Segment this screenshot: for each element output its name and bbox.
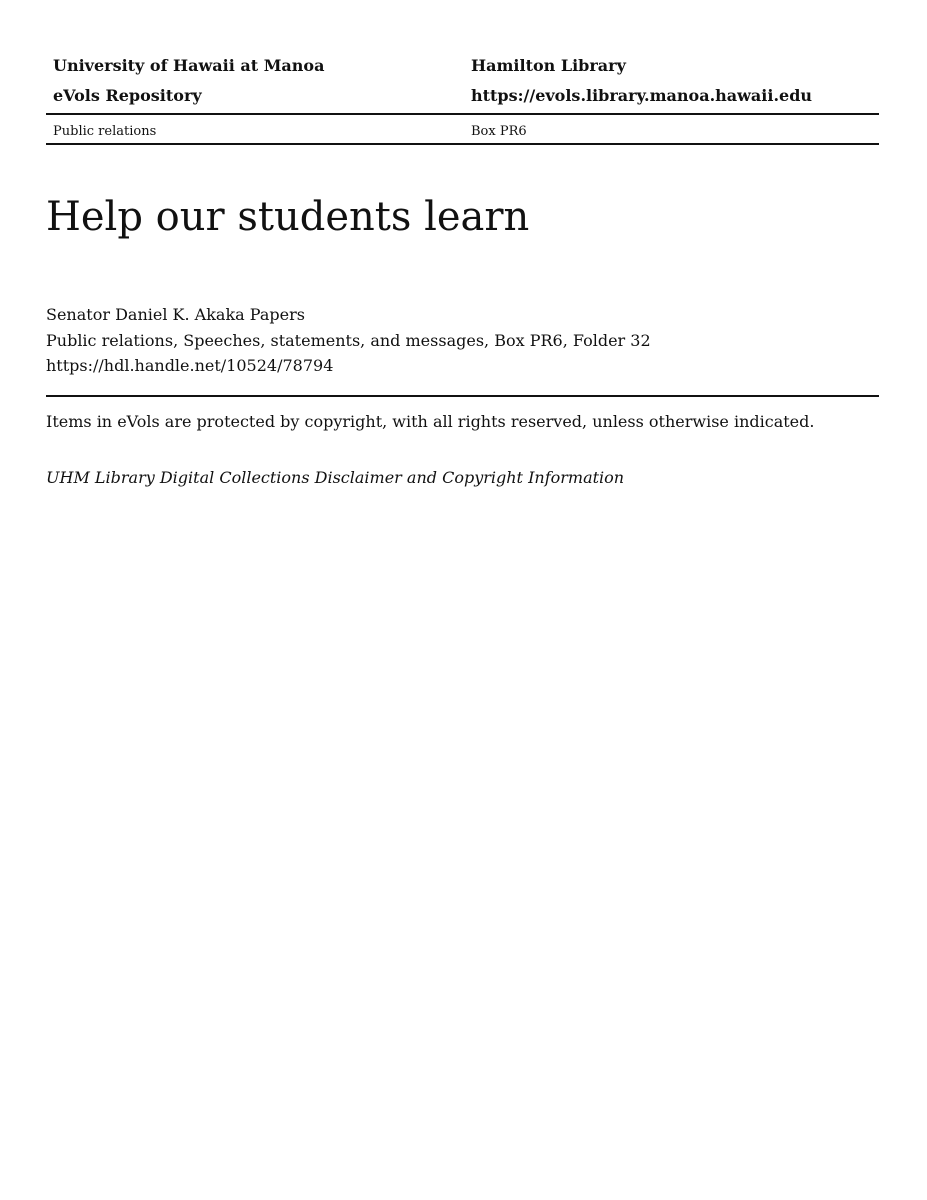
header-table	[46, 52, 879, 145]
box-label: Box PR6	[471, 124, 527, 139]
repository-name: eVols Repository	[53, 86, 202, 105]
folder-location: Public relations, Speeches, statements, and messages, Box PR6, Folder 32	[46, 330, 651, 350]
copyright-notice: Items in eVols are protected by copyright, with all rights reserved, unless otherwise indicated.	[46, 412, 815, 431]
handle-link[interactable]: https://hdl.handle.net/10524/78794	[46, 356, 334, 375]
document-title: Help our students learn	[46, 194, 530, 240]
repository-url-link[interactable]: https://evols.library.manoa.hawaii.edu	[471, 86, 813, 105]
disclaimer-link[interactable]: UHM Library Digital Collections Disclaimer and Copyright Information	[46, 468, 625, 487]
header-row-1	[46, 52, 879, 82]
series-label: Public relations	[53, 124, 157, 139]
library-name: Hamilton Library	[471, 56, 626, 75]
header-row-3	[46, 115, 879, 145]
institution-name: University of Hawaii at Manoa	[53, 56, 325, 75]
header-row-2	[46, 82, 879, 115]
document-metadata	[46, 302, 651, 379]
divider	[46, 395, 879, 397]
collection-name: Senator Daniel K. Akaka Papers	[46, 305, 305, 324]
